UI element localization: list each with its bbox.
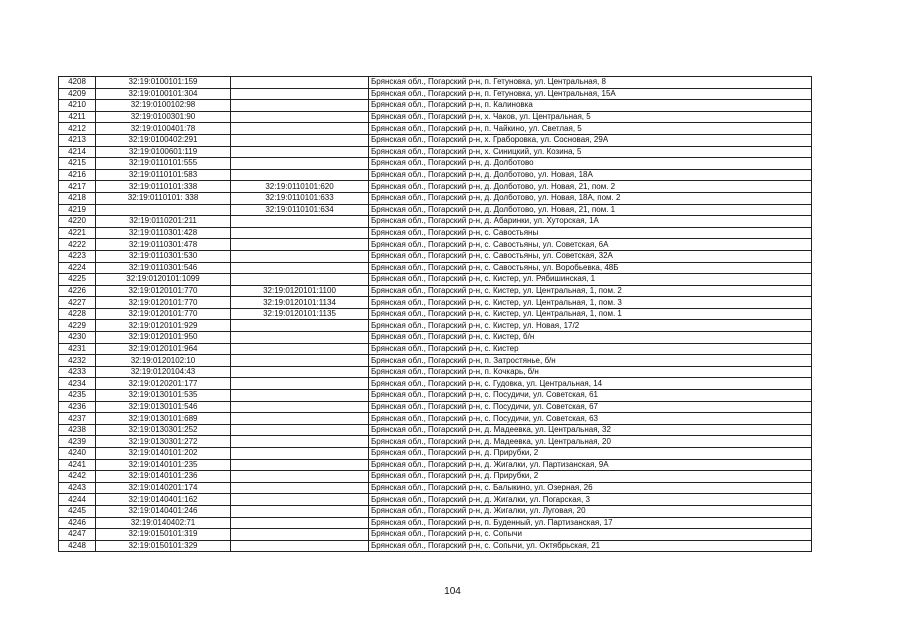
address-cell: Брянская обл., Погарский р-н, с. Балыкино, ул. Озерная, 26 <box>369 482 812 494</box>
cadastral-number-cell: 32:19:0100402:291 <box>96 134 231 146</box>
address-cell: Брянская обл., Погарский р-н, д. Долботово <box>369 158 812 170</box>
table-row <box>59 332 812 344</box>
premises-cadastral-number-cell <box>231 134 369 146</box>
table-row <box>59 517 812 529</box>
table-row <box>59 285 812 297</box>
table-row <box>59 192 812 204</box>
premises-cadastral-number-cell <box>231 540 369 552</box>
row-number-cell: 4231 <box>59 343 96 355</box>
row-number-cell: 4208 <box>59 77 96 89</box>
premises-cadastral-number-cell <box>231 448 369 460</box>
row-number-cell: 4242 <box>59 471 96 483</box>
row-number-cell: 4247 <box>59 529 96 541</box>
cadastral-number-cell: 32:19:0130101:546 <box>96 401 231 413</box>
table-row <box>59 88 812 100</box>
row-number-cell: 4243 <box>59 482 96 494</box>
registry-table-body <box>59 77 812 552</box>
address-cell: Брянская обл., Погарский р-н, с. Кистер, б/н <box>369 332 812 344</box>
address-cell: Брянская обл., Погарский р-н, п. Затростянье, б/н <box>369 355 812 367</box>
premises-cadastral-number-cell <box>231 436 369 448</box>
address-cell: Брянская обл., Погарский р-н, д. Долботово, ул. Новая, 18А <box>369 169 812 181</box>
premises-cadastral-number-cell <box>231 146 369 158</box>
address-cell: Брянская обл., Погарский р-н, с. Кистер, ул. Центральная, 1, пом. 1 <box>369 308 812 320</box>
row-number-cell: 4213 <box>59 134 96 146</box>
row-number-cell: 4230 <box>59 332 96 344</box>
row-number-cell: 4212 <box>59 123 96 135</box>
premises-cadastral-number-cell <box>231 471 369 483</box>
address-cell: Брянская обл., Погарский р-н, х. Граборовка, ул. Сосновая, 29А <box>369 134 812 146</box>
address-cell: Брянская обл., Погарский р-н, д. Прирубки, 2 <box>369 448 812 460</box>
premises-cadastral-number-cell: 32:19:0110101:620 <box>231 181 369 193</box>
table-row <box>59 297 812 309</box>
cadastral-number-cell: 32:19:0110101:583 <box>96 169 231 181</box>
cadastral-number-cell: 32:19:0110201:211 <box>96 216 231 228</box>
premises-cadastral-number-cell <box>231 355 369 367</box>
address-cell: Брянская обл., Погарский р-н, с. Кистер, ул. Новая, 17/2 <box>369 320 812 332</box>
address-cell: Брянская обл., Погарский р-н, п. Гетуновка, ул. Центральная, 8 <box>369 77 812 89</box>
address-cell: Брянская обл., Погарский р-н, д. Прирубки, 2 <box>369 471 812 483</box>
row-number-cell: 4222 <box>59 239 96 251</box>
address-cell: Брянская обл., Погарский р-н, д. Жигалки, ул. Партизанская, 9А <box>369 459 812 471</box>
premises-cadastral-number-cell <box>231 274 369 286</box>
premises-cadastral-number-cell: 32:19:0120101:1100 <box>231 285 369 297</box>
address-cell: Брянская обл., Погарский р-н, с. Кистер, ул. Рябишинская, 1 <box>369 274 812 286</box>
address-cell: Брянская обл., Погарский р-н, д. Долботово, ул. Новая, 21, пом. 2 <box>369 181 812 193</box>
premises-cadastral-number-cell: 32:19:0120101:1135 <box>231 308 369 320</box>
cadastral-number-cell: 32:19:0110101:338 <box>96 181 231 193</box>
premises-cadastral-number-cell <box>231 111 369 123</box>
table-row <box>59 111 812 123</box>
premises-cadastral-number-cell <box>231 343 369 355</box>
row-number-cell: 4210 <box>59 100 96 112</box>
row-number-cell: 4229 <box>59 320 96 332</box>
address-cell: Брянская обл., Погарский р-н, д. Долботово, ул. Новая, 18А, пом. 2 <box>369 192 812 204</box>
table-row <box>59 239 812 251</box>
address-cell: Брянская обл., Погарский р-н, с. Сопычи <box>369 529 812 541</box>
cadastral-number-cell: 32:19:0140401:162 <box>96 494 231 506</box>
cadastral-number-cell: 32:19:0100601:119 <box>96 146 231 158</box>
cadastral-number-cell: 32:19:0110101: 338 <box>96 192 231 204</box>
table-row <box>59 494 812 506</box>
premises-cadastral-number-cell <box>231 88 369 100</box>
page-number: 104 <box>444 586 461 597</box>
cadastral-number-cell: 32:19:0120102:10 <box>96 355 231 367</box>
premises-cadastral-number-cell <box>231 123 369 135</box>
cadastral-number-cell: 32:19:0140201:174 <box>96 482 231 494</box>
address-cell: Брянская обл., Погарский р-н, с. Савостьяны, ул. Советская, 32А <box>369 250 812 262</box>
row-number-cell: 4216 <box>59 169 96 181</box>
row-number-cell: 4239 <box>59 436 96 448</box>
premises-cadastral-number-cell <box>231 390 369 402</box>
cadastral-number-cell: 32:19:0100401:78 <box>96 123 231 135</box>
cadastral-number-cell <box>96 204 231 216</box>
table-row <box>59 505 812 517</box>
premises-cadastral-number-cell <box>231 100 369 112</box>
premises-cadastral-number-cell <box>231 366 369 378</box>
row-number-cell: 4245 <box>59 505 96 517</box>
premises-cadastral-number-cell <box>231 378 369 390</box>
address-cell: Брянская обл., Погарский р-н, с. Посудичи, ул. Советская, 67 <box>369 401 812 413</box>
cadastral-number-cell: 32:19:0110301:478 <box>96 239 231 251</box>
premises-cadastral-number-cell <box>231 517 369 529</box>
cadastral-number-cell: 32:19:0140101:235 <box>96 459 231 471</box>
cadastral-number-cell: 32:19:0150101:319 <box>96 529 231 541</box>
cadastral-number-cell: 32:19:0120201:177 <box>96 378 231 390</box>
premises-cadastral-number-cell <box>231 332 369 344</box>
row-number-cell: 4226 <box>59 285 96 297</box>
address-cell: Брянская обл., Погарский р-н, п. Буденный, ул. Партизанская, 17 <box>369 517 812 529</box>
premises-cadastral-number-cell <box>231 401 369 413</box>
address-cell: Брянская обл., Погарский р-н, с. Савостьяны, ул. Советская, 6А <box>369 239 812 251</box>
address-cell: Брянская обл., Погарский р-н, с. Посудичи, ул. Советская, 61 <box>369 390 812 402</box>
row-number-cell: 4241 <box>59 459 96 471</box>
cadastral-number-cell: 32:19:0120101:1099 <box>96 274 231 286</box>
cadastral-number-cell: 32:19:0100101:159 <box>96 77 231 89</box>
address-cell: Брянская обл., Погарский р-н, д. Жигалки, ул. Луговая, 20 <box>369 505 812 517</box>
row-number-cell: 4232 <box>59 355 96 367</box>
address-cell: Брянская обл., Погарский р-н, п. Кочкарь, б/н <box>369 366 812 378</box>
table-row <box>59 134 812 146</box>
premises-cadastral-number-cell <box>231 459 369 471</box>
row-number-cell: 4233 <box>59 366 96 378</box>
row-number-cell: 4223 <box>59 250 96 262</box>
table-row <box>59 343 812 355</box>
row-number-cell: 4225 <box>59 274 96 286</box>
cadastral-number-cell: 32:19:0140401:246 <box>96 505 231 517</box>
premises-cadastral-number-cell <box>231 158 369 170</box>
row-number-cell: 4244 <box>59 494 96 506</box>
table-row <box>59 216 812 228</box>
table-row <box>59 529 812 541</box>
cadastral-number-cell: 32:19:0130301:272 <box>96 436 231 448</box>
row-number-cell: 4236 <box>59 401 96 413</box>
row-number-cell: 4224 <box>59 262 96 274</box>
premises-cadastral-number-cell <box>231 413 369 425</box>
premises-cadastral-number-cell <box>231 250 369 262</box>
table-row <box>59 459 812 471</box>
cadastral-number-cell: 32:19:0120101:950 <box>96 332 231 344</box>
premises-cadastral-number-cell <box>231 169 369 181</box>
row-number-cell: 4237 <box>59 413 96 425</box>
address-cell: Брянская обл., Погарский р-н, с. Савостьяны, ул. Воробьевка, 48Б <box>369 262 812 274</box>
row-number-cell: 4235 <box>59 390 96 402</box>
table-row <box>59 424 812 436</box>
table-row <box>59 355 812 367</box>
address-cell: Брянская обл., Погарский р-н, х. Чаков, ул. Центральная, 5 <box>369 111 812 123</box>
address-cell: Брянская обл., Погарский р-н, п. Чайкино, ул. Светлая, 5 <box>369 123 812 135</box>
cadastral-number-cell: 32:19:0130301:252 <box>96 424 231 436</box>
row-number-cell: 4215 <box>59 158 96 170</box>
table-row <box>59 227 812 239</box>
address-cell: Брянская обл., Погарский р-н, х. Синицкий, ул. Козина, 5 <box>369 146 812 158</box>
address-cell: Брянская обл., Погарский р-н, д. Абаринки, ул. Хуторская, 1А <box>369 216 812 228</box>
premises-cadastral-number-cell <box>231 262 369 274</box>
address-cell: Брянская обл., Погарский р-н, с. Гудовка, ул. Центральная, 14 <box>369 378 812 390</box>
address-cell: Брянская обл., Погарский р-н, п. Гетуновка, ул. Центральная, 15А <box>369 88 812 100</box>
address-cell: Брянская обл., Погарский р-н, с. Кистер, ул. Центральная, 1, пом. 3 <box>369 297 812 309</box>
row-number-cell: 4217 <box>59 181 96 193</box>
premises-cadastral-number-cell <box>231 320 369 332</box>
table-row <box>59 482 812 494</box>
premises-cadastral-number-cell: 32:19:0110101:634 <box>231 204 369 216</box>
cadastral-number-cell: 32:19:0120101:964 <box>96 343 231 355</box>
cadastral-number-cell: 32:19:0100101:304 <box>96 88 231 100</box>
row-number-cell: 4214 <box>59 146 96 158</box>
address-cell: Брянская обл., Погарский р-н, с. Кистер <box>369 343 812 355</box>
row-number-cell: 4221 <box>59 227 96 239</box>
premises-cadastral-number-cell <box>231 505 369 517</box>
table-row <box>59 158 812 170</box>
cadastral-number-cell: 32:19:0120101:770 <box>96 285 231 297</box>
row-number-cell: 4218 <box>59 192 96 204</box>
address-cell: Брянская обл., Погарский р-н, с. Посудичи, ул. Советская, 63 <box>369 413 812 425</box>
premises-cadastral-number-cell <box>231 424 369 436</box>
cadastral-number-cell: 32:19:0100301:90 <box>96 111 231 123</box>
registry-table <box>58 76 812 552</box>
premises-cadastral-number-cell <box>231 529 369 541</box>
table-row <box>59 262 812 274</box>
table-row <box>59 250 812 262</box>
cadastral-number-cell: 32:19:0110301:428 <box>96 227 231 239</box>
premises-cadastral-number-cell: 32:19:0110101:633 <box>231 192 369 204</box>
address-cell: Брянская обл., Погарский р-н, с. Кистер, ул. Центральная, 1, пом. 2 <box>369 285 812 297</box>
table-row <box>59 413 812 425</box>
table-row <box>59 378 812 390</box>
cadastral-number-cell: 32:19:0140402:71 <box>96 517 231 529</box>
address-cell: Брянская обл., Погарский р-н, д. Долботово, ул. Новая, 21, пом. 1 <box>369 204 812 216</box>
table-row <box>59 436 812 448</box>
premises-cadastral-number-cell <box>231 77 369 89</box>
row-number-cell: 4219 <box>59 204 96 216</box>
address-cell: Брянская обл., Погарский р-н, д. Мадеевка, ул. Центральная, 32 <box>369 424 812 436</box>
cadastral-number-cell: 32:19:0120104:43 <box>96 366 231 378</box>
table-row <box>59 401 812 413</box>
table-row <box>59 146 812 158</box>
row-number-cell: 4211 <box>59 111 96 123</box>
table-row <box>59 100 812 112</box>
cadastral-number-cell: 32:19:0150101:329 <box>96 540 231 552</box>
premises-cadastral-number-cell <box>231 227 369 239</box>
table-row <box>59 366 812 378</box>
address-cell: Брянская обл., Погарский р-н, д. Мадеевка, ул. Центральная, 20 <box>369 436 812 448</box>
cadastral-number-cell: 32:19:0110301:546 <box>96 262 231 274</box>
table-row <box>59 204 812 216</box>
table-row <box>59 181 812 193</box>
table-row <box>59 471 812 483</box>
cadastral-number-cell: 32:19:0110301:530 <box>96 250 231 262</box>
table-row <box>59 169 812 181</box>
row-number-cell: 4209 <box>59 88 96 100</box>
premises-cadastral-number-cell <box>231 494 369 506</box>
table-row <box>59 308 812 320</box>
cadastral-number-cell: 32:19:0120101:770 <box>96 308 231 320</box>
row-number-cell: 4246 <box>59 517 96 529</box>
premises-cadastral-number-cell <box>231 216 369 228</box>
table-row <box>59 390 812 402</box>
address-cell: Брянская обл., Погарский р-н, п. Калиновка <box>369 100 812 112</box>
table-row <box>59 448 812 460</box>
cadastral-number-cell: 32:19:0130101:535 <box>96 390 231 402</box>
premises-cadastral-number-cell: 32:19:0120101:1134 <box>231 297 369 309</box>
cadastral-number-cell: 32:19:0120101:929 <box>96 320 231 332</box>
row-number-cell: 4227 <box>59 297 96 309</box>
table-row <box>59 320 812 332</box>
address-cell: Брянская обл., Погарский р-н, с. Сопычи, ул. Октябрьская, 21 <box>369 540 812 552</box>
address-cell: Брянская обл., Погарский р-н, с. Савостьяны <box>369 227 812 239</box>
row-number-cell: 4220 <box>59 216 96 228</box>
premises-cadastral-number-cell <box>231 482 369 494</box>
table-row <box>59 77 812 89</box>
cadastral-number-cell: 32:19:0130101:689 <box>96 413 231 425</box>
table-row <box>59 540 812 552</box>
row-number-cell: 4248 <box>59 540 96 552</box>
address-cell: Брянская обл., Погарский р-н, д. Жигалки, ул. Погарская, 3 <box>369 494 812 506</box>
cadastral-number-cell: 32:19:0100102:98 <box>96 100 231 112</box>
row-number-cell: 4238 <box>59 424 96 436</box>
cadastral-number-cell: 32:19:0140101:236 <box>96 471 231 483</box>
table-row <box>59 123 812 135</box>
premises-cadastral-number-cell <box>231 239 369 251</box>
row-number-cell: 4228 <box>59 308 96 320</box>
table-row <box>59 274 812 286</box>
cadastral-number-cell: 32:19:0120101:770 <box>96 297 231 309</box>
row-number-cell: 4240 <box>59 448 96 460</box>
row-number-cell: 4234 <box>59 378 96 390</box>
cadastral-number-cell: 32:19:0140101:202 <box>96 448 231 460</box>
cadastral-number-cell: 32:19:0110101:555 <box>96 158 231 170</box>
